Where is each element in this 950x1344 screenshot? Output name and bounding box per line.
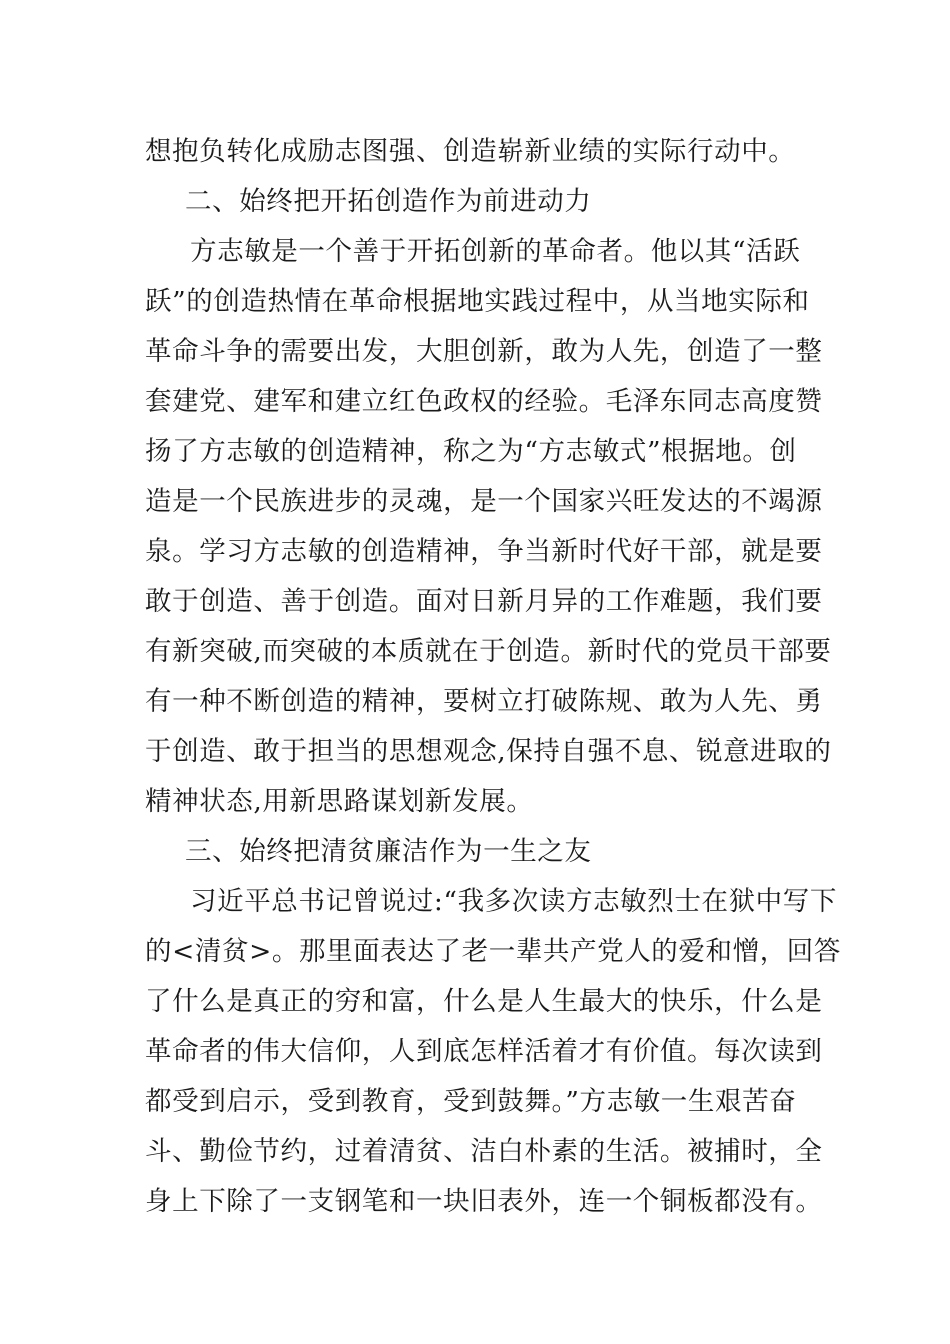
paragraph-line: 的<清贫>。那里面表达了老一辈共产党人的爱和憎，回答: [145, 936, 842, 967]
paragraph-line: 扬了方志敏的创造精神，称之为“方志敏式”根据地。创: [145, 436, 797, 467]
paragraph-line: 革命者的伟大信仰，人到底怎样活着才有价值。每次读到: [145, 1036, 823, 1067]
paragraph-line: 敢于创造、善于创造。面对日新月异的工作难题，我们要: [145, 586, 823, 617]
paragraph-line: 精神状态,用新思路谋划新发展。: [145, 786, 534, 817]
paragraph-line: 有一种不断创造的精神，要树立打破陈规、敢为人先、勇: [145, 686, 823, 717]
paragraph-line: 身上下除了一支钢笔和一块旧表外，连一个铜板都没有。: [145, 1186, 823, 1217]
paragraph-line: 习近平总书记曾说过:“我多次读方志敏烈士在狱中写下: [190, 886, 837, 917]
paragraph-line: 套建党、建军和建立红色政权的经验。毛泽东同志高度赞: [145, 386, 823, 417]
paragraph-line: 想抱负转化成励志图强、创造崭新业绩的实际行动中。: [145, 136, 796, 167]
paragraph-line: 跃”的创造热情在革命根据地实践过程中，从当地实际和: [145, 286, 810, 317]
section-heading-3: 三、始终把清贫廉洁作为一生之友: [185, 836, 592, 867]
paragraph-line: 都受到启示，受到教育，受到鼓舞。”方志敏一生艰苦奋: [145, 1086, 797, 1117]
paragraph-line: 泉。学习方志敏的创造精神，争当新时代好干部，就是要: [145, 536, 823, 567]
paragraph-line: 革命斗争的需要出发，大胆创新，敢为人先，创造了一整: [145, 336, 823, 367]
paragraph-line: 有新突破,而突破的本质就在于创造。新时代的党员干部要: [145, 636, 832, 667]
paragraph-line: 于创造、敢于担当的思想观念,保持自强不息、锐意进取的: [145, 736, 832, 767]
paragraph-line: 造是一个民族进步的灵魂，是一个国家兴旺发达的不竭源: [145, 486, 823, 517]
paragraph-line: 斗、勤俭节约，过着清贫、洁白朴素的生活。被捕时，全: [145, 1136, 823, 1167]
section-heading-2: 二、始终把开拓创造作为前进动力: [185, 186, 592, 217]
paragraph-line: 方志敏是一个善于开拓创新的革命者。他以其“活跃: [190, 236, 801, 267]
paragraph-line: 了什么是真正的穷和富，什么是人生最大的快乐，什么是: [145, 986, 823, 1017]
